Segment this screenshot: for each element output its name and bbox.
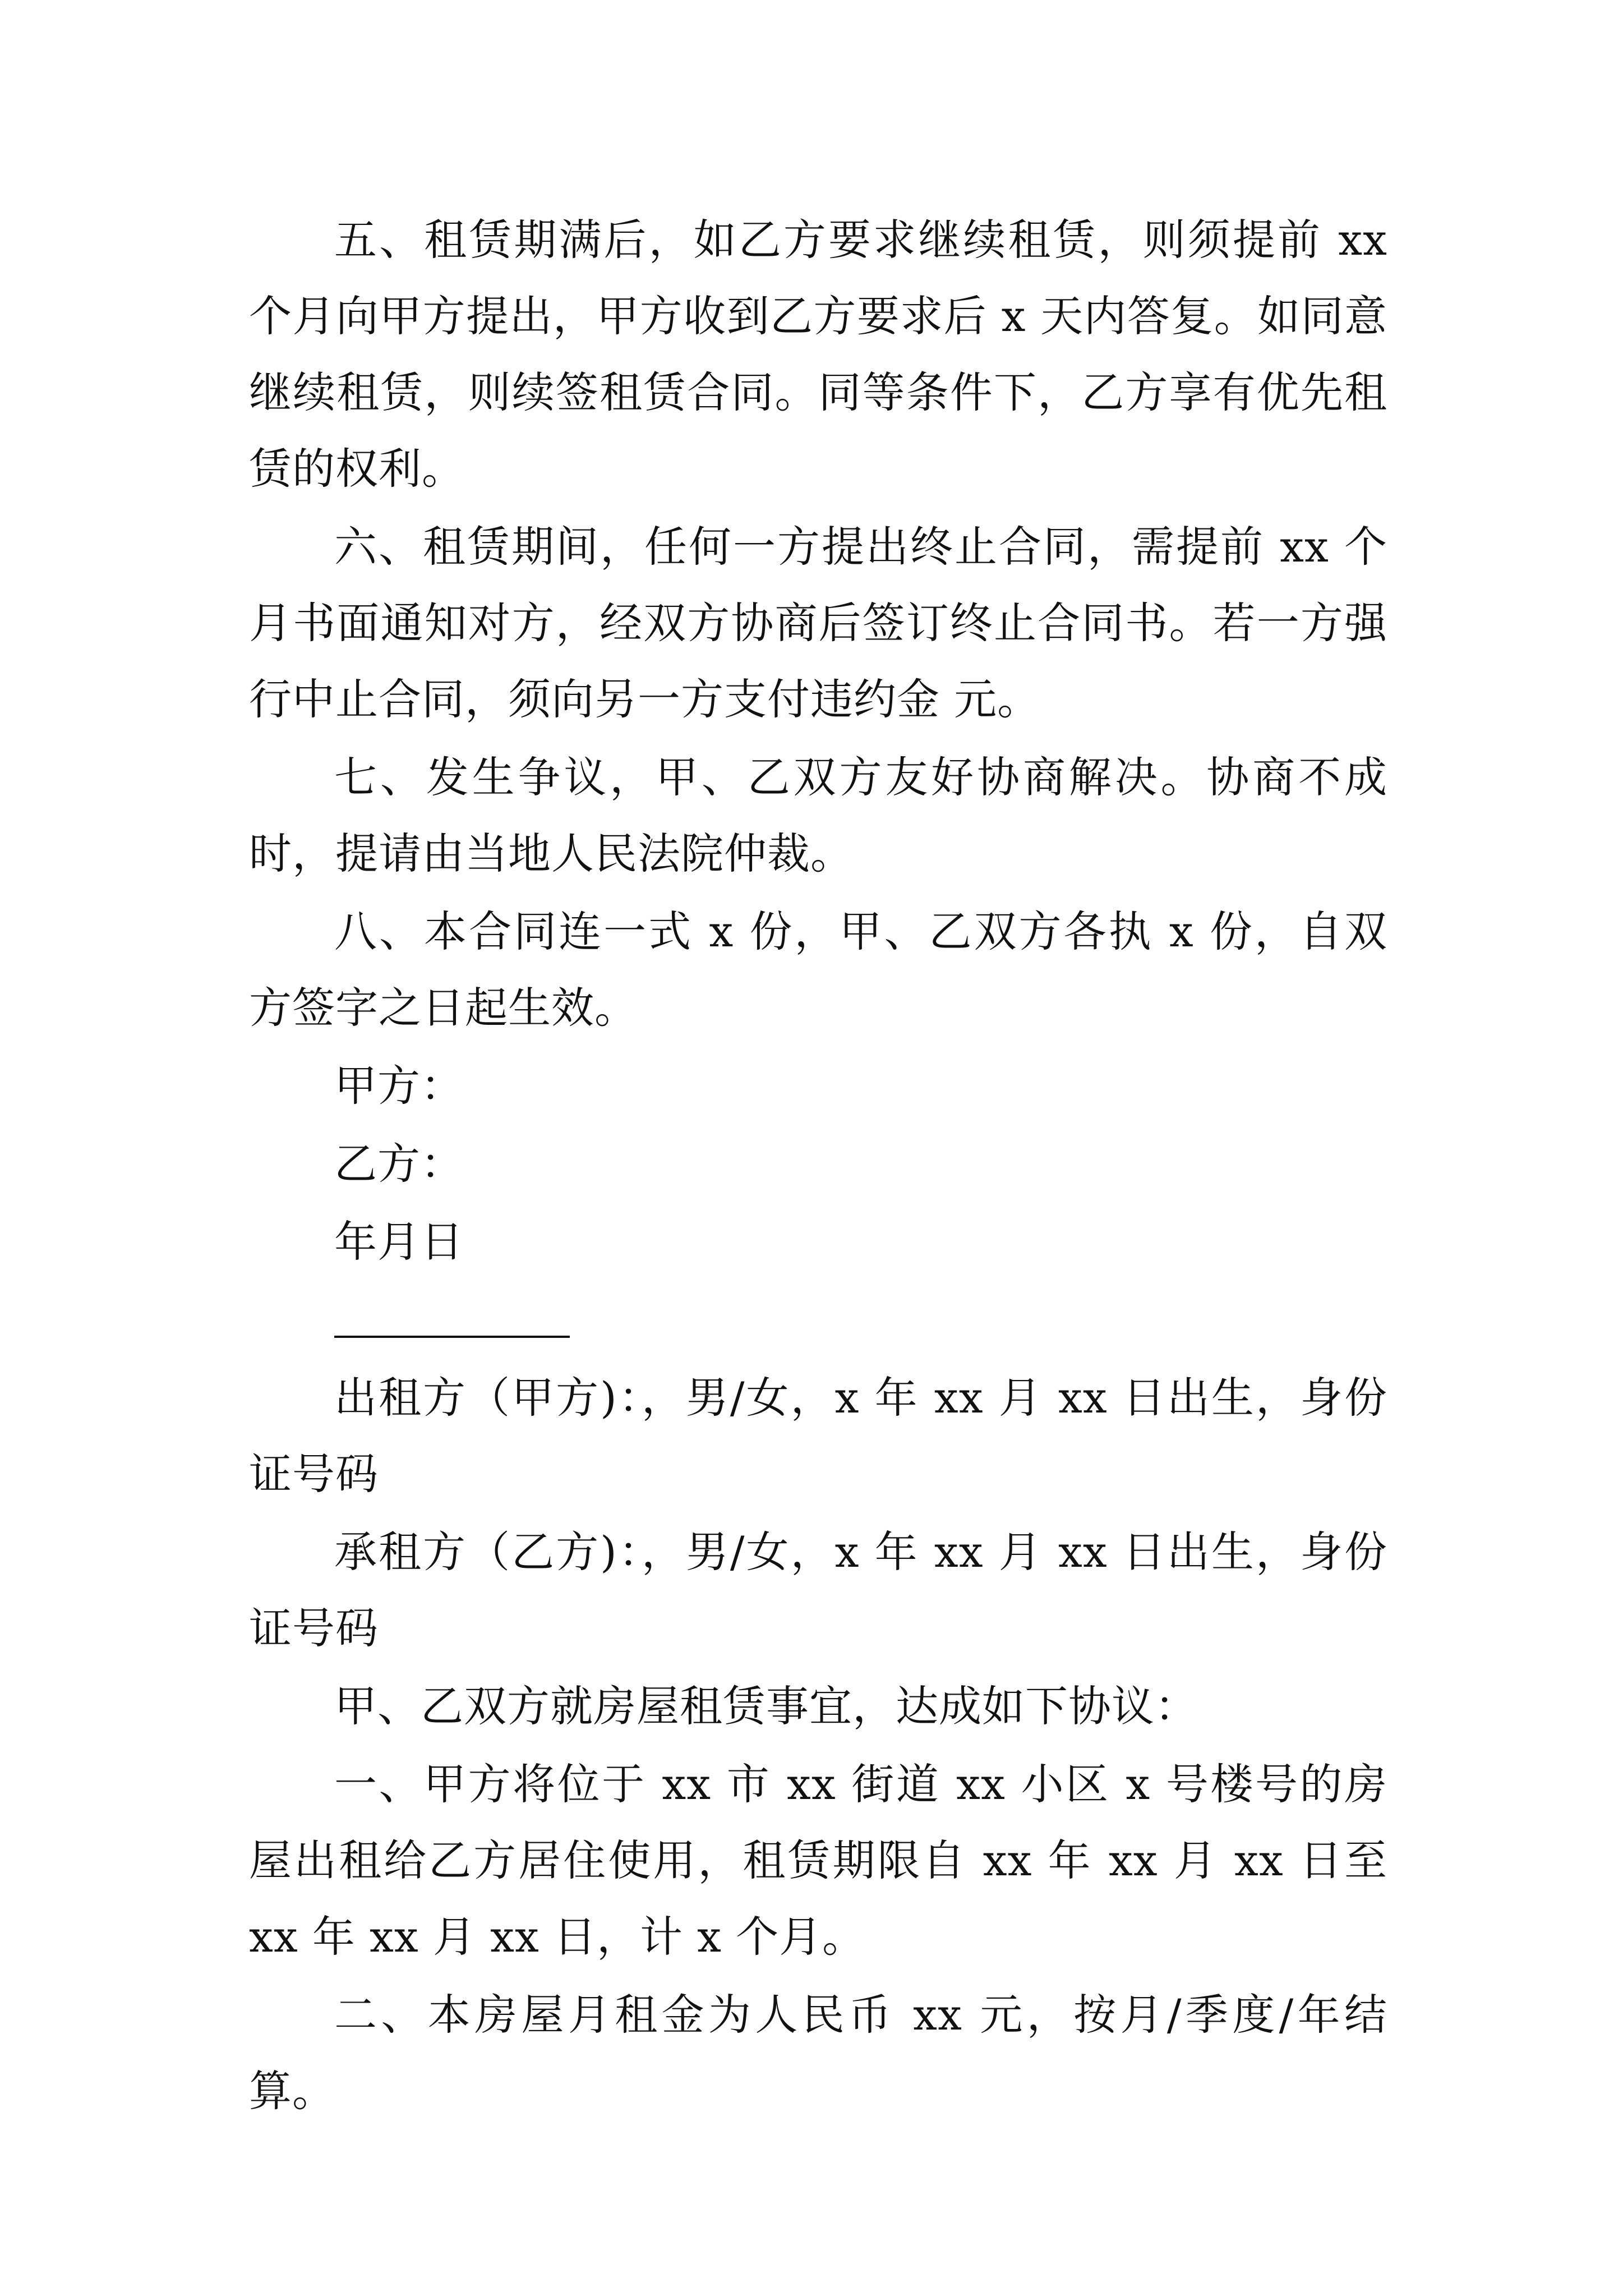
- party-a-signature-label: 甲方：: [334, 1061, 464, 1111]
- signature-date-label: 年月日: [334, 1217, 464, 1267]
- separator-rule: [334, 1336, 570, 1338]
- clause-five-paragraph: 五、租赁期满后，如乙方要求继续租赁，则须提前 xx 个月向甲方提出，甲方收到乙方要求后 x 天内答复。如同意继续租赁，则续签租赁合同。同等条件下，乙方享有优先租赁的权利。: [249, 215, 1387, 494]
- party-b-signature-label: 乙方：: [334, 1139, 464, 1189]
- lessor-info-paragraph: 出租方（甲方)：，男/女，x 年 xx 月 xx 日出生，身份证号码: [249, 1373, 1387, 1499]
- section-separator: [249, 1282, 1387, 1358]
- clause-one-paragraph: 一、甲方将位于 xx 市 xx 街道 xx 小区 x 号楼号的房屋出租给乙方居住使用，租赁期限自 xx 年 xx 月 xx 日至 xx 年 xx 月 xx 日，计 x 个月。: [249, 1759, 1387, 1962]
- clause-two-paragraph: 二、本房屋月租金为人民币 xx 元，按月/季度/年结算。: [249, 1990, 1387, 2116]
- agreement-intro-paragraph: 甲、乙双方就房屋租赁事宜，达成如下协议：: [334, 1681, 1198, 1731]
- clause-seven-paragraph: 七、发生争议，甲、乙双方友好协商解决。协商不成时，提请由当地人民法院仲裁。: [249, 752, 1387, 878]
- lessee-info-paragraph: 承租方（乙方)：，男/女，x 年 xx 月 xx 日出生，身份证号码: [249, 1527, 1387, 1653]
- clause-six-paragraph: 六、租赁期间，任何一方提出终止合同，需提前 xx 个月书面通知对方，经双方协商后签订终止合同书。若一方强行中止合同，须向另一方支付违约金 元。: [249, 522, 1387, 724]
- clause-eight-paragraph: 八、本合同连一式 x 份，甲、乙双方各执 x 份，自双方签字之日起生效。: [249, 907, 1387, 1033]
- document-body: [249, 202, 1387, 2131]
